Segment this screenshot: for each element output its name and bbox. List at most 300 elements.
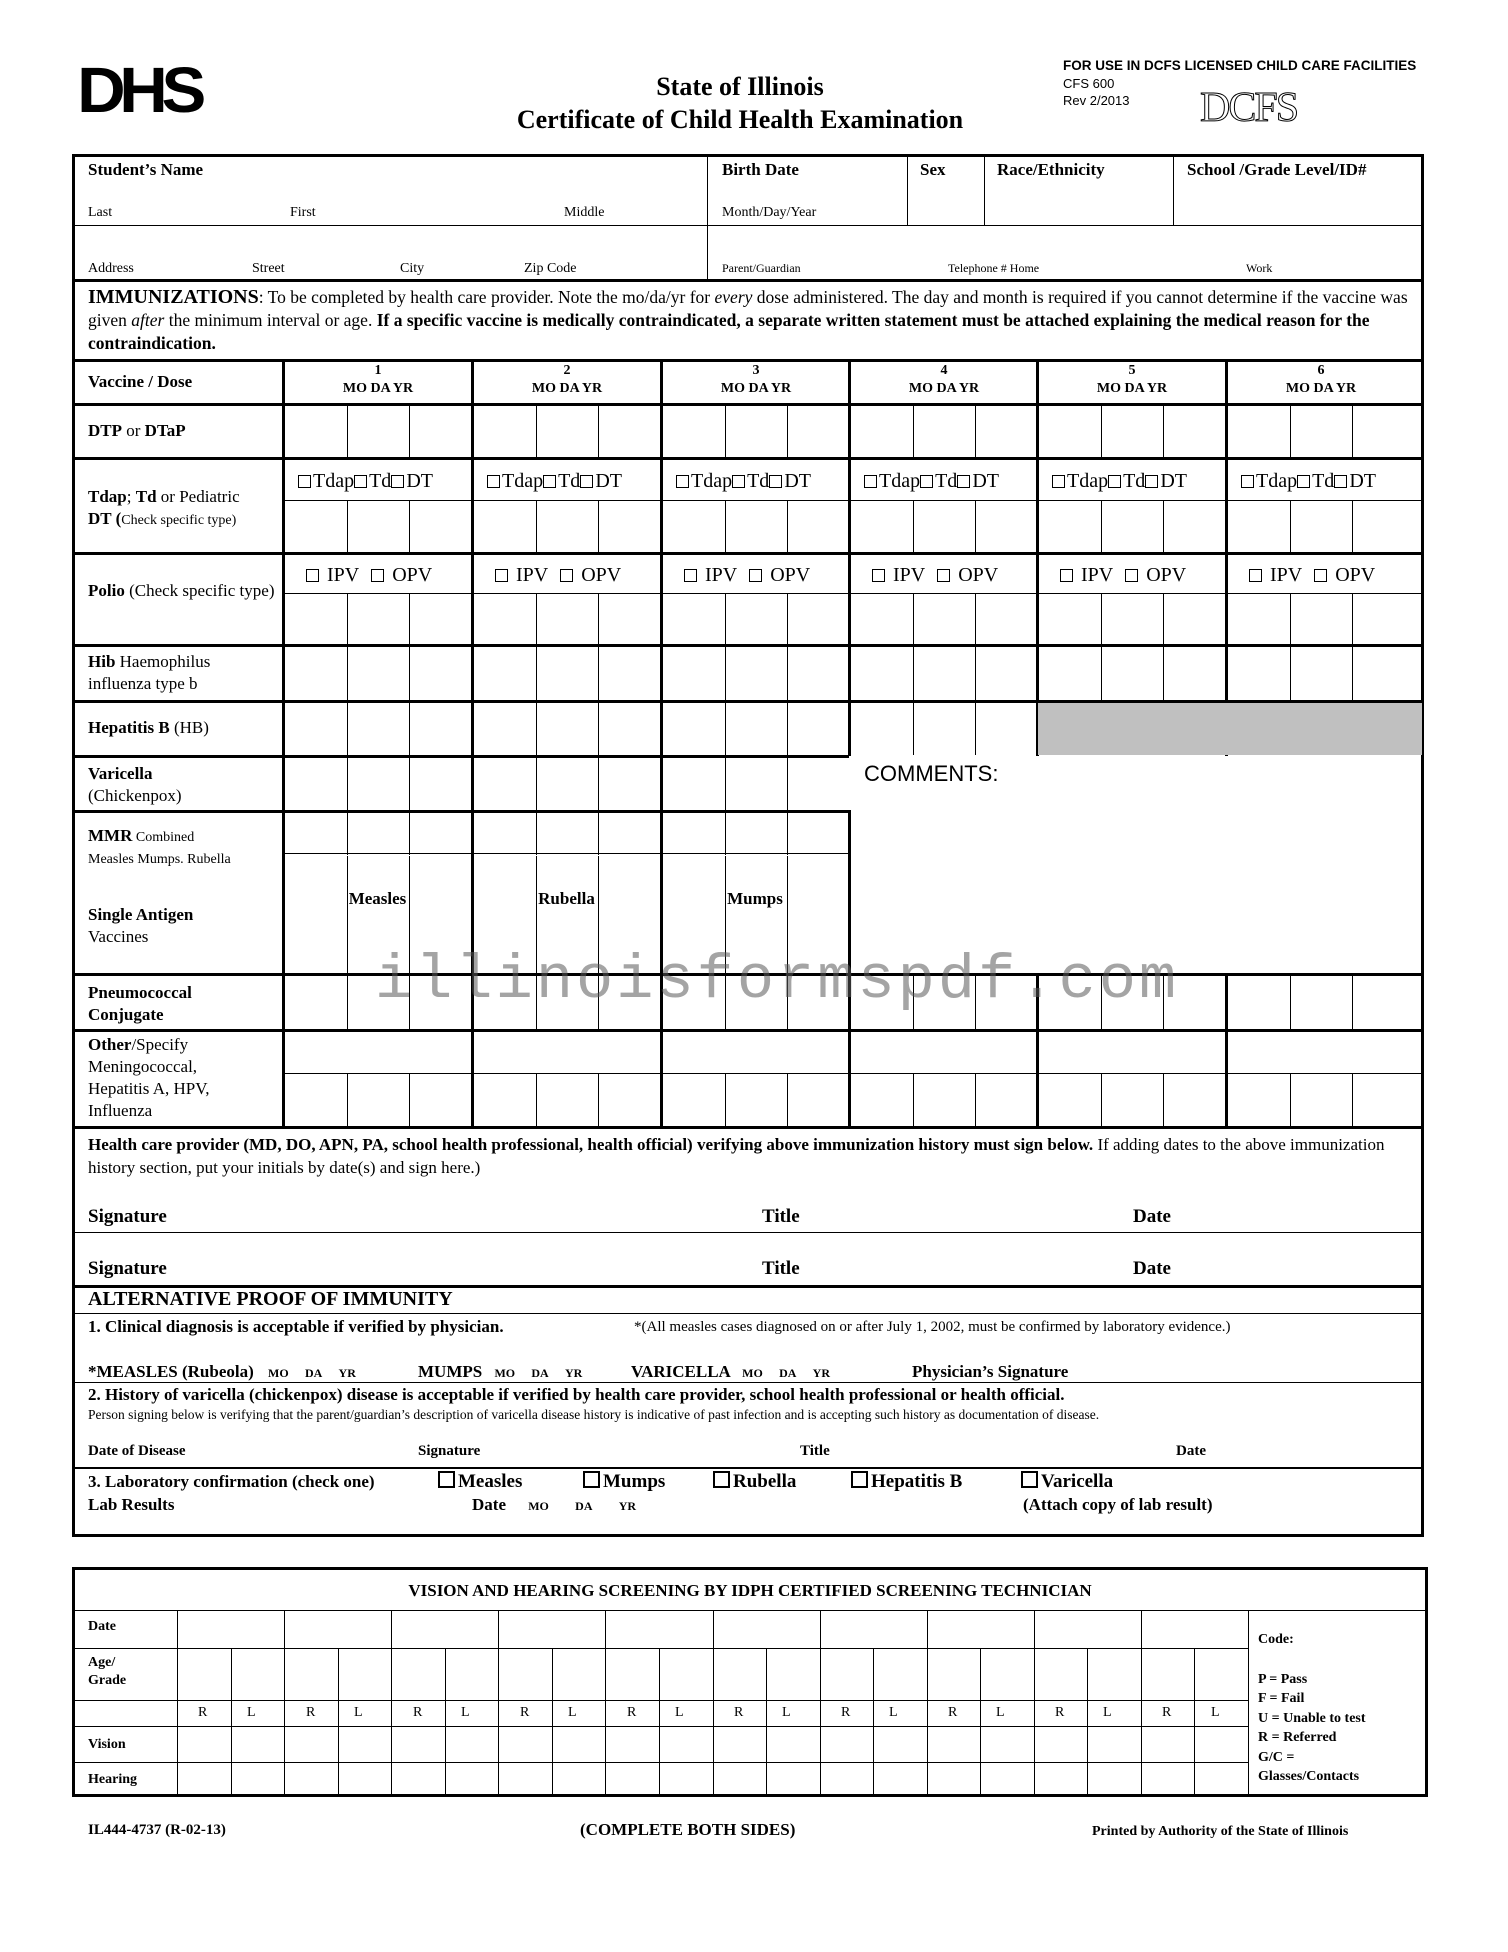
- hepb-b: Hepatitis B: [88, 718, 170, 737]
- date-cell-divider: [409, 1074, 410, 1127]
- tdap-option[interactable]: Td: [1297, 470, 1334, 492]
- date-cell-divider: [1290, 647, 1291, 701]
- provider-text-bold: Health care provider (MD, DO, APN, PA, school health professional, health official) verifying above immunization history must sign below.: [88, 1135, 1094, 1154]
- dose-mdy: MO DA YR: [342, 381, 414, 396]
- date-cell-divider: [1101, 406, 1102, 458]
- date-cell-divider: [347, 856, 348, 973]
- screen-hearing-label: Hearing: [88, 1772, 137, 1787]
- dose-header: [1038, 362, 1226, 398]
- pneumo-b1: Pneumococcal: [88, 983, 192, 1002]
- date-cell-divider: [536, 1074, 537, 1127]
- date-cell-divider: [536, 647, 537, 701]
- alt-date-label: Date: [1176, 1443, 1206, 1459]
- screening-r-label: R: [306, 1705, 316, 1720]
- tdap-checkbox[interactable]: [957, 475, 970, 488]
- tdap-label: [88, 486, 280, 532]
- polio-option[interactable]: IPV: [872, 564, 925, 586]
- date-cell-divider: [1163, 406, 1164, 458]
- hepb-r: (HB): [169, 718, 209, 737]
- date-cell-divider: [725, 758, 726, 811]
- footer-printed: Printed by Authority of the State of Illinois: [1092, 1824, 1349, 1839]
- screening-rl-divider: [1194, 1648, 1195, 1794]
- tdap-option[interactable]: Tdap: [676, 470, 732, 492]
- hib-label: [88, 651, 268, 695]
- tdap-r2: or Pediatric: [156, 487, 240, 506]
- measles-header: Measles: [348, 889, 407, 908]
- date-cell-divider: [725, 501, 726, 553]
- lab-mumps-checkbox[interactable]: [583, 1471, 600, 1488]
- screening-r-label: R: [1055, 1705, 1065, 1720]
- screening-rl-divider: [445, 1648, 446, 1794]
- polio-option[interactable]: IPV: [1060, 564, 1113, 586]
- parent-label: Parent/Guardian: [722, 261, 801, 275]
- date-cell-divider: [913, 501, 914, 553]
- polio-option[interactable]: IPV: [306, 564, 359, 586]
- date-cell-divider: [409, 703, 410, 755]
- date-cell-divider: [1290, 594, 1291, 645]
- mumps-yr: YR: [564, 1366, 583, 1380]
- tdap-checkbox[interactable]: [1145, 475, 1158, 488]
- screening-row-line: [72, 1648, 1248, 1649]
- alt-item2: 2. History of varicella (chickenpox) disease is acceptable if verified by health care provider, school health professional or health official.: [88, 1385, 1065, 1404]
- tdap-checkbox[interactable]: [1052, 475, 1065, 488]
- dcfs-logo-text: DCFS: [1200, 85, 1298, 131]
- polio-option-group: [495, 564, 621, 587]
- lab-option-mumps[interactable]: [583, 1471, 665, 1493]
- tdap-option[interactable]: Td: [920, 470, 957, 492]
- tdap-checkbox[interactable]: [769, 475, 782, 488]
- varicella-label: [88, 763, 181, 807]
- date-cell-divider: [347, 406, 348, 458]
- single-r: Vaccines: [88, 927, 149, 946]
- mmr-label: [88, 826, 231, 870]
- date-cell-divider: [913, 703, 914, 755]
- polio-checkbox[interactable]: [937, 569, 950, 582]
- polio-checkbox[interactable]: [495, 569, 508, 582]
- sex-label: Sex: [920, 160, 946, 179]
- date-of-disease-label: Date of Disease: [88, 1443, 186, 1459]
- dose-number: 6: [1317, 363, 1325, 378]
- screening-l-label: L: [354, 1705, 363, 1720]
- dose-mdy: MO DA YR: [1096, 381, 1168, 396]
- date-cell-divider: [725, 647, 726, 701]
- varicella-r: (Chickenpox): [88, 786, 182, 805]
- tdap-option[interactable]: DT: [769, 470, 811, 492]
- mmr-small: Measles Mumps. Rubella: [88, 852, 231, 867]
- screening-l-label: L: [568, 1705, 577, 1720]
- tdap-option[interactable]: Tdap: [487, 470, 543, 492]
- tdap-checkbox[interactable]: [487, 475, 500, 488]
- polio-checkbox[interactable]: [306, 569, 319, 582]
- lab-measles-text: Measles: [458, 1471, 523, 1492]
- varicella-da: DA: [779, 1366, 797, 1380]
- screening-rl-divider: [873, 1648, 874, 1794]
- tdap-option[interactable]: DT: [580, 470, 622, 492]
- screening-l-label: L: [675, 1705, 684, 1720]
- dtp-label-b: DTP: [88, 421, 122, 440]
- code-legend: [1258, 1630, 1366, 1787]
- lab-measles-checkbox[interactable]: [438, 1471, 455, 1488]
- intro-text-c: the minimum interval or age.: [164, 310, 377, 330]
- screening-col-line: [605, 1611, 606, 1794]
- date-cell-divider: [975, 703, 976, 755]
- polio-option[interactable]: OPV: [1125, 564, 1186, 586]
- tdap-option-group: [1052, 470, 1187, 493]
- polio-checkbox[interactable]: [872, 569, 885, 582]
- mumps-da: DA: [531, 1366, 549, 1380]
- date-cell-divider: [1163, 1074, 1164, 1127]
- tdap-option[interactable]: Td: [354, 470, 391, 492]
- screening-col-line: [1034, 1611, 1035, 1794]
- lab-date: Date: [472, 1495, 506, 1514]
- mumps-dx-label: [418, 1362, 582, 1382]
- title-line1: State of Illinois: [656, 72, 824, 101]
- mumps-dx: MUMPS: [418, 1362, 483, 1381]
- screening-row-line: [72, 1762, 1248, 1763]
- polio-option[interactable]: IPV: [684, 564, 737, 586]
- tdap-checkbox[interactable]: [864, 475, 877, 488]
- hepb-shaded-area: [1038, 703, 1422, 755]
- city-label: City: [400, 261, 425, 276]
- date-cell-divider: [598, 647, 599, 701]
- date-cell-divider: [347, 594, 348, 645]
- tdap-option[interactable]: Td: [732, 470, 769, 492]
- date-cell-divider: [975, 501, 976, 553]
- polio-option[interactable]: OPV: [371, 564, 432, 586]
- alt-signature-label: Signature: [418, 1443, 481, 1459]
- tdap-checkbox[interactable]: [298, 475, 311, 488]
- measles-mo: MO: [268, 1366, 289, 1380]
- date-cell-divider: [787, 813, 788, 855]
- screening-l-label: L: [996, 1705, 1005, 1720]
- comments-field[interactable]: [852, 792, 1420, 970]
- date-cell-divider: [787, 406, 788, 458]
- date-cell-divider: [1101, 1074, 1102, 1127]
- date-cell-divider: [1101, 501, 1102, 553]
- mmr-r: Combined: [132, 830, 195, 845]
- mmr-b: MMR: [88, 826, 133, 845]
- polio-checkbox[interactable]: [1060, 569, 1073, 582]
- alt-item1-note: *(All measles cases diagnosed on or after July 1, 2002, must be confirmed by laboratory evidence.): [634, 1319, 1231, 1335]
- address-label: Address: [88, 261, 134, 276]
- other-list2: Hepatitis A, HPV,: [88, 1079, 210, 1098]
- screening-col-line: [927, 1611, 928, 1794]
- dose-header: [473, 362, 661, 398]
- lab-date-label: [472, 1495, 636, 1515]
- intro-after: after: [131, 310, 165, 330]
- dt-b: DT: [88, 509, 112, 528]
- screening-l-label: L: [889, 1705, 898, 1720]
- screening-col-line: [391, 1611, 392, 1794]
- date-cell-divider: [1352, 1074, 1353, 1127]
- date-cell-divider: [1352, 976, 1353, 1030]
- polio-option-group: [684, 564, 810, 587]
- date-cell-divider: [975, 406, 976, 458]
- screening-l-label: L: [782, 1705, 791, 1720]
- tdap-option[interactable]: DT: [391, 470, 433, 492]
- dose-mdy: MO DA YR: [531, 381, 603, 396]
- hepb-label: [88, 718, 209, 738]
- title-line2: Certificate of Child Health Examination: [516, 105, 964, 134]
- date-cell-divider: [1290, 1074, 1291, 1127]
- polio-option[interactable]: IPV: [1249, 564, 1302, 586]
- screen-date-label: Date: [88, 1619, 116, 1634]
- street-label: Street: [252, 261, 285, 276]
- dtp-label-r: or: [122, 421, 145, 440]
- date-cell-divider: [725, 1074, 726, 1127]
- other-b: Other: [88, 1035, 132, 1054]
- tdap-option[interactable]: DT: [1145, 470, 1187, 492]
- work-label: Work: [1246, 261, 1273, 275]
- date-cell-divider: [1290, 406, 1291, 458]
- intro-every: every: [714, 287, 753, 307]
- hib-b: Hib: [88, 652, 116, 671]
- signature2-label: Signature: [88, 1258, 167, 1279]
- attach-lab-label: (Attach copy of lab result): [1023, 1495, 1213, 1514]
- tdap-small: Check specific type): [121, 513, 237, 528]
- date-cell-divider: [536, 703, 537, 755]
- screening-l-label: L: [1211, 1705, 1220, 1720]
- date-cell-divider: [913, 594, 914, 645]
- date-cell-divider: [409, 813, 410, 855]
- tdap-option[interactable]: Td: [1108, 470, 1145, 492]
- tdap-r: ;: [126, 487, 136, 506]
- polio-option-group: [1060, 564, 1186, 587]
- date-cell-divider: [913, 647, 914, 701]
- date-cell-divider: [1352, 594, 1353, 645]
- tdap-checkbox[interactable]: [1334, 475, 1347, 488]
- date-cell-divider: [536, 758, 537, 811]
- last-label: Last: [88, 205, 113, 220]
- screening-col-line: [820, 1611, 821, 1794]
- zip-label: Zip Code: [524, 261, 577, 276]
- screening-rl-divider: [766, 1648, 767, 1794]
- date-cell-divider: [913, 406, 914, 458]
- lab-results-label: Lab Results: [88, 1495, 175, 1514]
- tdap-checkbox[interactable]: [354, 475, 367, 488]
- tdap-checkbox[interactable]: [580, 475, 593, 488]
- screening-rl-divider: [231, 1648, 232, 1794]
- date-cell-divider: [347, 703, 348, 755]
- date-cell-divider: [787, 703, 788, 755]
- signature1-label: Signature: [88, 1206, 167, 1227]
- date1-label: Date: [1133, 1206, 1171, 1227]
- tdap-checkbox[interactable]: [920, 475, 933, 488]
- alt-item2-note: Person signing below is verifying that the parent/guardian’s description of varicella disease history is indicative of past infection and is accepting such history as documentation of disease.: [88, 1407, 1100, 1422]
- date-cell-divider: [598, 813, 599, 855]
- screening-col-line: [713, 1611, 714, 1794]
- tdap-checkbox[interactable]: [543, 475, 556, 488]
- lab-hepb-text: Hepatitis B: [871, 1471, 963, 1492]
- screening-col-line: [177, 1611, 178, 1794]
- tdap-b: Tdap: [88, 487, 127, 506]
- dhs-logo: DHS: [77, 54, 201, 126]
- lab-option-measles[interactable]: [438, 1471, 522, 1493]
- title1-label: Title: [762, 1206, 800, 1227]
- polio-checkbox[interactable]: [749, 569, 762, 582]
- date-cell-divider: [787, 594, 788, 645]
- tdap-checkbox[interactable]: [1108, 475, 1121, 488]
- watermark: illinoisformspdf.com: [375, 945, 1180, 1016]
- lab-hepb-checkbox[interactable]: [851, 1471, 868, 1488]
- screening-col-line: [284, 1611, 285, 1794]
- date-cell-divider: [1163, 647, 1164, 701]
- screening-r-label: R: [627, 1705, 637, 1720]
- date-cell-divider: [347, 813, 348, 855]
- date-cell-divider: [536, 594, 537, 645]
- polio-checkbox[interactable]: [560, 569, 573, 582]
- rubella-header: Rubella: [538, 889, 595, 908]
- tdap-checkbox[interactable]: [732, 475, 745, 488]
- age-text: Age/: [88, 1655, 116, 1670]
- dose-header: [662, 362, 850, 398]
- alt-item3: 3. Laboratory confirmation (check one): [88, 1472, 375, 1491]
- student-name-label: Student’s Name: [88, 160, 204, 179]
- polio-checkbox[interactable]: [371, 569, 384, 582]
- tdap-checkbox[interactable]: [391, 475, 404, 488]
- provider-text-reg: If adding dates to the above immunization history section, put your initials by date(s) and sign here.): [88, 1135, 1385, 1177]
- screening-row-line: [72, 1700, 1248, 1701]
- mumps-header: Mumps: [727, 889, 783, 908]
- tdap-checkbox[interactable]: [676, 475, 689, 488]
- screening-rl-divider: [338, 1648, 339, 1794]
- date-cell-divider: [347, 758, 348, 811]
- screening-l-label: L: [1103, 1705, 1112, 1720]
- date-cell-divider: [598, 406, 599, 458]
- lab-option-varicella[interactable]: [1021, 1471, 1113, 1493]
- date-cell-divider: [1352, 406, 1353, 458]
- varicella-dx-label: [631, 1362, 830, 1382]
- polio-option[interactable]: OPV: [749, 564, 810, 586]
- title2-label: Title: [762, 1258, 800, 1279]
- polio-option-group: [1249, 564, 1375, 587]
- date-cell-divider: [598, 1074, 599, 1127]
- tdap-checkbox[interactable]: [1241, 475, 1254, 488]
- date-cell-divider: [787, 647, 788, 701]
- physician-signature-label: Physician’s Signature: [912, 1362, 1069, 1381]
- varicella-mo: MO: [742, 1366, 763, 1380]
- code-title: Code:: [1258, 1632, 1294, 1647]
- alt-proof-heading: ALTERNATIVE PROOF OF IMMUNITY: [88, 1288, 453, 1310]
- tdap-option[interactable]: DT: [1334, 470, 1376, 492]
- lab-rubella-checkbox[interactable]: [713, 1471, 730, 1488]
- date-cell-divider: [1101, 594, 1102, 645]
- dose-number: 3: [752, 363, 760, 378]
- date-cell-divider: [347, 501, 348, 553]
- date-cell-divider: [1290, 501, 1291, 553]
- birth-date-label: Birth Date: [722, 160, 799, 179]
- screening-row-line: [72, 1726, 1248, 1727]
- date-cell-divider: [598, 703, 599, 755]
- intro-text-b: dose administered. The day and month is required if you cannot determine if the vaccine was given: [88, 287, 1408, 330]
- tdap-option[interactable]: Tdap: [864, 470, 920, 492]
- polio-option[interactable]: OPV: [1314, 564, 1375, 586]
- screening-col-line: [498, 1611, 499, 1794]
- dose-mdy: MO DA YR: [1285, 381, 1357, 396]
- polio-option[interactable]: OPV: [937, 564, 998, 586]
- measles-rubeola-label: [88, 1362, 356, 1382]
- date-cell-divider: [536, 406, 537, 458]
- alt-title-label: Title: [800, 1443, 830, 1459]
- lab-option-hepb[interactable]: [851, 1471, 962, 1493]
- tdap-checkbox[interactable]: [1297, 475, 1310, 488]
- tdap-option-group: [676, 470, 811, 493]
- tdap-option[interactable]: Td: [543, 470, 580, 492]
- pneumo-b2: Conjugate: [88, 1005, 164, 1024]
- date-cell-divider: [598, 758, 599, 811]
- school-label: School /Grade Level/ID#: [1187, 160, 1367, 179]
- date-cell-divider: [347, 647, 348, 701]
- lab-mo: MO: [528, 1499, 549, 1513]
- lab-varicella-checkbox[interactable]: [1021, 1471, 1038, 1488]
- date-cell-divider: [409, 758, 410, 811]
- polio-checkbox[interactable]: [1125, 569, 1138, 582]
- varicella-dx: VARICELLA: [631, 1362, 730, 1381]
- immunizations-heading: IMMUNIZATIONS: [88, 286, 259, 308]
- tdap-option[interactable]: Tdap: [1052, 470, 1108, 492]
- polio-option-group: [306, 564, 432, 587]
- tdap-option-group: [1241, 470, 1376, 493]
- lab-mumps-text: Mumps: [603, 1471, 666, 1492]
- dose-number: 4: [940, 363, 948, 378]
- date-cell-divider: [347, 976, 348, 1030]
- polio-r: (Check specific type): [124, 581, 275, 600]
- screen-age-label: [88, 1654, 126, 1690]
- date-cell-divider: [787, 501, 788, 553]
- date-cell-divider: [536, 501, 537, 553]
- date-cell-divider: [409, 501, 410, 553]
- dose-header: [284, 362, 472, 398]
- screening-rl-divider: [1087, 1648, 1088, 1794]
- tdap-option[interactable]: Tdap: [1241, 470, 1297, 492]
- polio-option-group: [872, 564, 998, 587]
- tdap-option[interactable]: Tdap: [298, 470, 354, 492]
- screening-rl-divider: [659, 1648, 660, 1794]
- date-cell-divider: [975, 594, 976, 645]
- polio-checkbox[interactable]: [1314, 569, 1327, 582]
- lab-option-rubella[interactable]: [713, 1471, 796, 1493]
- polio-checkbox[interactable]: [684, 569, 697, 582]
- screening-rl-divider: [980, 1648, 981, 1794]
- tdap-option[interactable]: DT: [957, 470, 999, 492]
- tdap-option-group: [298, 470, 433, 493]
- screening-rl-divider: [552, 1648, 553, 1794]
- code-referred: R = Referred: [1258, 1730, 1337, 1745]
- polio-checkbox[interactable]: [1249, 569, 1262, 582]
- date-cell-divider: [725, 406, 726, 458]
- vaccine-dose-label: Vaccine / Dose: [88, 372, 193, 391]
- dose-number: 5: [1128, 363, 1136, 378]
- dose-mdy: MO DA YR: [720, 381, 792, 396]
- race-label: Race/Ethnicity: [997, 160, 1105, 179]
- date2-label: Date: [1133, 1258, 1171, 1279]
- intro-text-a: : To be completed by health care provider. Note the mo/da/yr for: [258, 287, 715, 307]
- dtp-label: [88, 421, 186, 441]
- grade-text: Grade: [88, 1673, 127, 1688]
- date-cell-divider: [409, 594, 410, 645]
- middle-label: Middle: [564, 205, 605, 220]
- date-cell-divider: [725, 594, 726, 645]
- polio-option[interactable]: OPV: [560, 564, 621, 586]
- date-cell-divider: [725, 703, 726, 755]
- polio-option[interactable]: IPV: [495, 564, 548, 586]
- revision: Rev 2/2013: [1063, 93, 1130, 108]
- td-b: Td: [135, 487, 157, 506]
- comments-label: COMMENTS:: [864, 761, 999, 786]
- lab-yr: YR: [618, 1499, 637, 1513]
- screening-heading: VISION AND HEARING SCREENING BY IDPH CERTIFIED SCREENING TECHNICIAN: [408, 1581, 1092, 1600]
- screening-r-label: R: [1162, 1705, 1172, 1720]
